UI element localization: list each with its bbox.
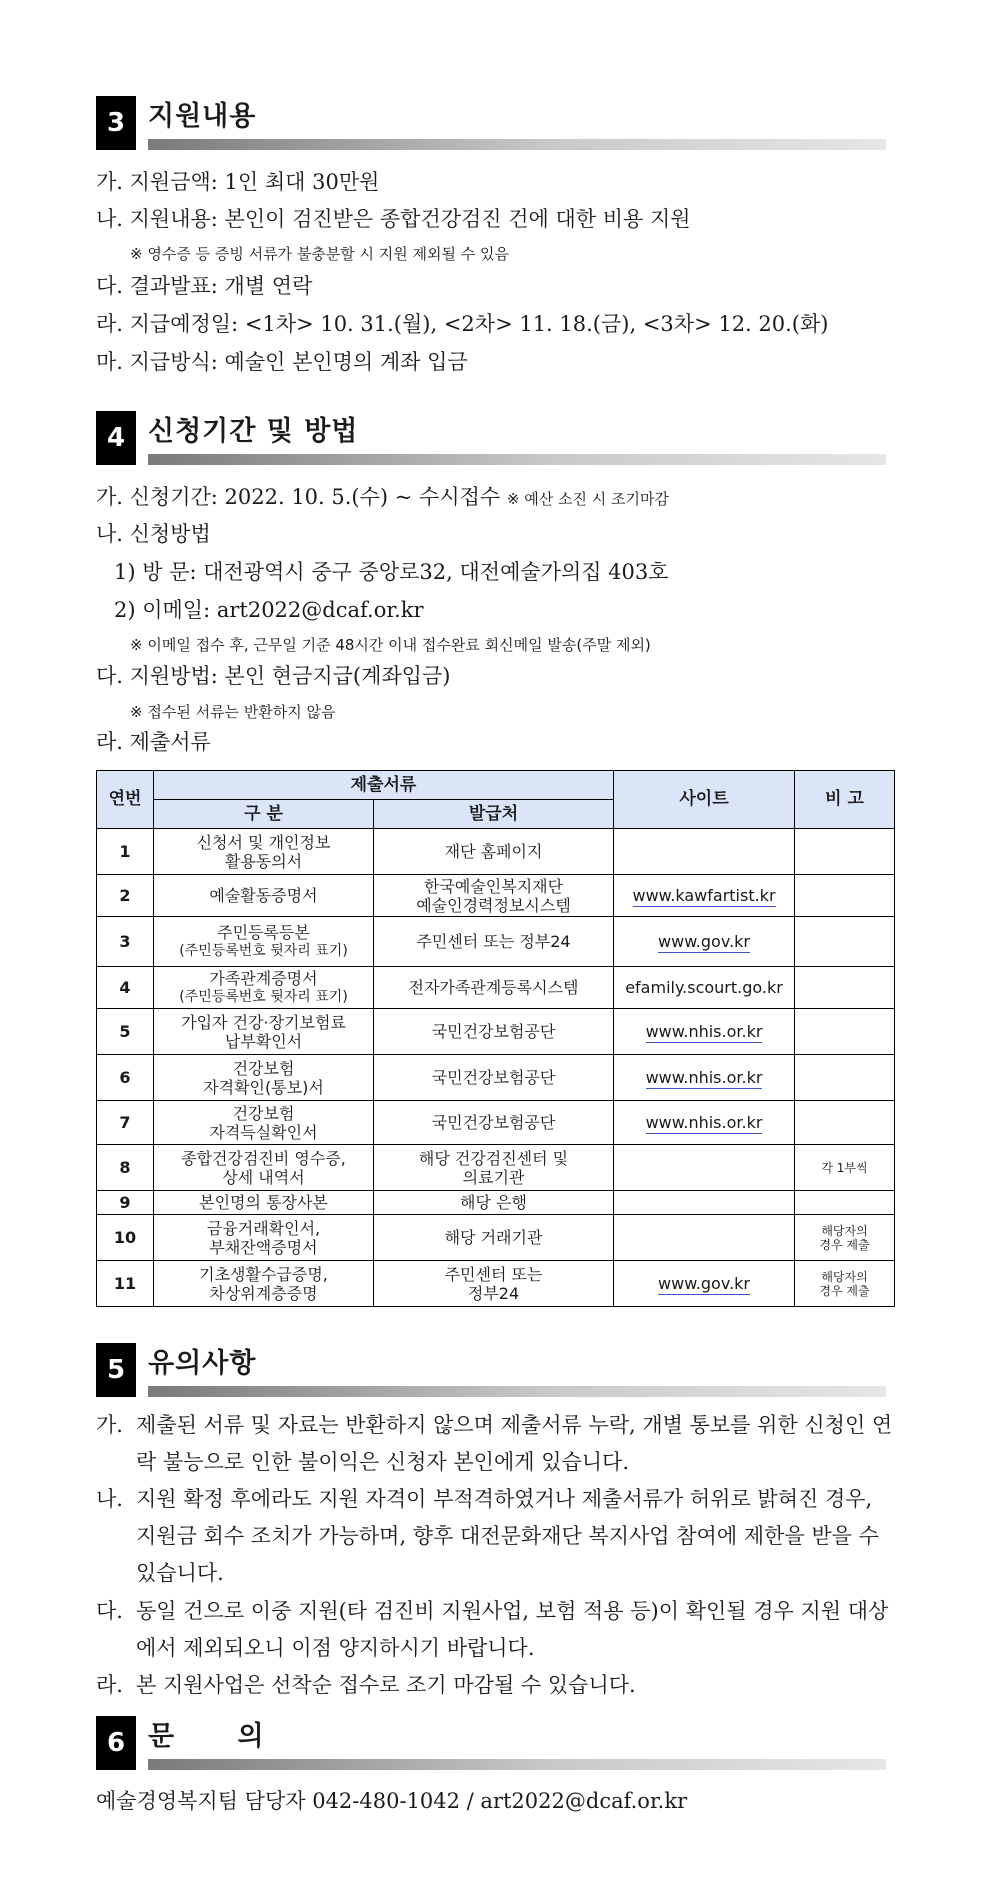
document-type [154, 875, 374, 917]
document-issuer-line: 해당 건강검진센터 및 [418, 1148, 569, 1168]
section-title: 유의사항 [148, 1348, 257, 1379]
section-6-header [96, 1716, 886, 1770]
email-note: ※ 이메일 접수 후, 근무일 기준 48시간 이내 접수완료 회신메일 발송(주말 제외) [130, 636, 651, 654]
row-number: 2 [97, 875, 154, 917]
document-site [614, 1145, 795, 1191]
row-number: 7 [97, 1101, 154, 1145]
email-address: 2) 이메일: art2022@dcaf.or.kr [114, 598, 424, 622]
table-row [97, 1145, 895, 1191]
document-remark [795, 829, 895, 875]
header-type: 구 분 [154, 800, 374, 829]
section-title: 지원내용 [148, 101, 257, 132]
header-note: 비 고 [795, 771, 895, 829]
document-type-line: 자격확인(통보)서 [203, 1077, 324, 1097]
document-type-line: 본인명의 통장사본 [199, 1193, 328, 1212]
document-type-line: 종합건강검진비 영수증, [181, 1148, 346, 1168]
application-period-note: ※ 예산 소진 시 조기마감 [506, 490, 669, 508]
section-number: 5 [96, 1343, 136, 1397]
document-issuer [374, 1215, 614, 1261]
document-issuer-line: 주민센터 또는 [444, 1264, 543, 1284]
document-type-line: 금융거래확인서, [206, 1218, 321, 1238]
document-issuer-line: 국민건강보험공단 [431, 1113, 556, 1132]
document-site [614, 967, 795, 1009]
caution-item [96, 1667, 896, 1704]
section-number: 3 [96, 96, 136, 150]
document-type [154, 1215, 374, 1261]
document-issuer-line: 재단 홈페이지 [444, 842, 543, 861]
support-method: 다. 지원방법: 본인 현금지급(계좌입금) [96, 664, 451, 688]
document-remark-line: 해당자의 [821, 1269, 868, 1284]
payment-schedule: 라. 지급예정일: <1차> 10. 31.(월), <2차> 11. 18.(금), <3차> 12. 20.(화) [96, 312, 829, 336]
document-issuer [374, 1145, 614, 1191]
section-number: 6 [96, 1716, 136, 1770]
row-number: 3 [97, 917, 154, 967]
document-type-line: 상세 내역서 [222, 1167, 305, 1187]
header-issuer: 발급처 [374, 800, 614, 829]
support-content: 나. 지원내용: 본인이 검진받은 종합건강검진 건에 대한 비용 지원 [96, 207, 691, 231]
document-type-line: (주민등록번호 뒷자리 표기) [179, 988, 348, 1005]
document-type-line: 납부확인서 [224, 1031, 303, 1051]
support-note: ※ 영수증 등 증빙 서류가 불충분할 시 지원 제외될 수 있음 [130, 245, 510, 263]
table-row [97, 917, 895, 967]
document-remark [795, 1145, 895, 1191]
caution-item [96, 1593, 896, 1667]
document-remark-line: 해당자의 [821, 1223, 868, 1238]
contact-info: 예술경영복지팀 담당자 042-480-1042 / art2022@dcaf.or.kr [96, 1789, 688, 1813]
documents-label: 라. 제출서류 [96, 730, 211, 754]
section-5-header [96, 1343, 886, 1397]
document-issuer [374, 1191, 614, 1215]
header-documents: 제출서류 [154, 771, 614, 800]
document-issuer-line: 의료기관 [462, 1167, 525, 1187]
row-number: 5 [97, 1009, 154, 1055]
caution-marker: 가. [96, 1413, 123, 1437]
caution-item [96, 1481, 896, 1592]
caution-item [96, 1407, 896, 1481]
document-remark-line: 경우 제출 [819, 1283, 870, 1298]
document-remark [795, 1101, 895, 1145]
table-row [97, 829, 895, 875]
caution-text: 지원 확정 후에라도 지원 자격이 부적격하였거나 제출서류가 허위로 밝혀진 경우, 지원금 회수 조치가 가능하며, 향후 대전문화재단 복지사업 참여에 제한을 받을 수 있습니다. [136, 1487, 879, 1585]
table-row [97, 1191, 895, 1215]
document-type [154, 1009, 374, 1055]
document-type [154, 1055, 374, 1101]
row-number: 10 [97, 1215, 154, 1261]
row-number: 1 [97, 829, 154, 875]
document-type-line: 건강보험 [232, 1103, 295, 1123]
document-type-line: 가입자 건강·장기보험료 [181, 1012, 346, 1032]
table-row [97, 1261, 895, 1307]
document-issuer-line: 국민건강보험공단 [431, 1068, 556, 1087]
document-type [154, 829, 374, 875]
header-no: 연번 [97, 771, 154, 829]
document-issuer-line: 주민센터 또는 정부24 [416, 932, 571, 951]
document-type-line: 신청서 및 개인정보 [196, 832, 331, 852]
application-period-text: 가. 신청기간: 2022. 10. 5.(수) ~ 수시접수 [96, 485, 501, 509]
document-type-line: 차상위계층증명 [209, 1283, 318, 1303]
document-issuer-line: 해당 거래기관 [444, 1228, 543, 1247]
document-issuer-line: 한국예술인복지재단 [423, 876, 564, 896]
caution-marker: 다. [96, 1599, 123, 1623]
section-title: 신청기간 및 방법 [148, 416, 359, 447]
site-link[interactable]: www.nhis.or.kr [645, 1022, 763, 1041]
document-remark [795, 1261, 895, 1307]
section-title: 문 의 [148, 1721, 265, 1752]
document-type-line: 가족관계증명서 [209, 968, 318, 988]
document-remark [795, 1009, 895, 1055]
document-site [614, 829, 795, 875]
document-remark [795, 875, 895, 917]
document-type-line: (주민등록번호 뒷자리 표기) [179, 942, 348, 959]
section-underline [148, 139, 886, 150]
document-type-line: 기초생활수급증명, [199, 1264, 328, 1284]
document-issuer-line: 해당 은행 [460, 1193, 527, 1212]
document-remark [795, 1215, 895, 1261]
document-remark-line: 각 1부씩 [821, 1160, 868, 1175]
document-site [614, 1055, 795, 1101]
table-row [97, 875, 895, 917]
document-remark [795, 967, 895, 1009]
document-type [154, 1261, 374, 1307]
document-issuer-line: 정부24 [467, 1283, 520, 1303]
document-type-line: 건강보험 [232, 1058, 295, 1078]
caution-marker: 나. [96, 1487, 123, 1511]
row-number: 6 [97, 1055, 154, 1101]
document-site [614, 1191, 795, 1215]
site-link[interactable]: www.kawfartist.kr [632, 886, 776, 905]
support-method-note: ※ 접수된 서류는 반환하지 않음 [130, 703, 336, 721]
row-number: 9 [97, 1191, 154, 1215]
section-underline [148, 1759, 886, 1770]
section-number: 4 [96, 411, 136, 465]
table-row [97, 1009, 895, 1055]
document-issuer [374, 1055, 614, 1101]
document-type-line: 자격득실확인서 [209, 1122, 318, 1142]
document-site [614, 917, 795, 967]
row-number: 4 [97, 967, 154, 1009]
document-remark [795, 917, 895, 967]
document-remark [795, 1191, 895, 1215]
document-type [154, 1145, 374, 1191]
document-issuer [374, 1009, 614, 1055]
document-issuer [374, 967, 614, 1009]
table-row [97, 1055, 895, 1101]
document-type [154, 967, 374, 1009]
site-link[interactable]: www.nhis.or.kr [645, 1113, 763, 1132]
document-issuer [374, 917, 614, 967]
site-link[interactable]: www.nhis.or.kr [645, 1068, 763, 1087]
document-remark-line: 경우 제출 [819, 1237, 870, 1252]
table-row [97, 1215, 895, 1261]
document-type-line: 예술활동증명서 [209, 886, 318, 905]
document-issuer [374, 829, 614, 875]
document-site [614, 1261, 795, 1307]
document-type [154, 1101, 374, 1145]
document-site [614, 875, 795, 917]
document-issuer-line: 전자가족관계등록시스템 [408, 978, 579, 997]
document-site [614, 1215, 795, 1261]
visit-address: 1) 방 문: 대전광역시 중구 중앙로32, 대전예술가의집 403호 [114, 560, 669, 584]
document-type-line: 활용동의서 [224, 851, 303, 871]
section-underline [148, 1386, 886, 1397]
document-remark [795, 1055, 895, 1101]
payment-method: 마. 지급방식: 예술인 본인명의 계좌 입금 [96, 350, 468, 374]
row-number: 11 [97, 1261, 154, 1307]
application-period [96, 483, 669, 513]
row-number: 8 [97, 1145, 154, 1191]
caution-text: 동일 건으로 이중 지원(타 검진비 지원사업, 보험 적용 등)이 확인될 경우 지원 대상에서 제외되오니 이점 양지하시기 바랍니다. [136, 1599, 889, 1660]
application-method: 나. 신청방법 [96, 522, 211, 546]
site-link[interactable]: efamily.scourt.go.kr [625, 978, 783, 997]
caution-text: 본 지원사업은 선착순 접수로 조기 마감될 수 있습니다. [136, 1673, 636, 1697]
document-issuer-line: 예술인경력정보시스템 [416, 895, 571, 915]
documents-table [96, 770, 895, 1307]
site-link[interactable]: www.gov.kr [658, 932, 750, 951]
section-underline [148, 454, 886, 465]
caution-marker: 라. [96, 1673, 123, 1697]
document-type [154, 917, 374, 967]
document-issuer [374, 1101, 614, 1145]
document-type-line: 주민등록등본 [217, 922, 310, 942]
support-amount: 가. 지원금액: 1인 최대 30만원 [96, 170, 380, 194]
section-3-header [96, 96, 886, 150]
section-4-header [96, 411, 886, 465]
document-issuer [374, 1261, 614, 1307]
document-issuer-line: 국민건강보험공단 [431, 1022, 556, 1041]
caution-text: 제출된 서류 및 자료는 반환하지 않으며 제출서류 누락, 개별 통보를 위한 신청인 연락 불능으로 인한 불이익은 신청자 본인에게 있습니다. [136, 1413, 893, 1474]
document-type-line: 부채잔액증명서 [209, 1237, 318, 1257]
document-issuer [374, 875, 614, 917]
table-row [97, 1101, 895, 1145]
table-row [97, 967, 895, 1009]
header-site: 사이트 [614, 771, 795, 829]
document-type [154, 1191, 374, 1215]
site-link[interactable]: www.gov.kr [658, 1274, 750, 1293]
document-site [614, 1101, 795, 1145]
result-announcement: 다. 결과발표: 개별 연락 [96, 274, 313, 298]
document-site [614, 1009, 795, 1055]
